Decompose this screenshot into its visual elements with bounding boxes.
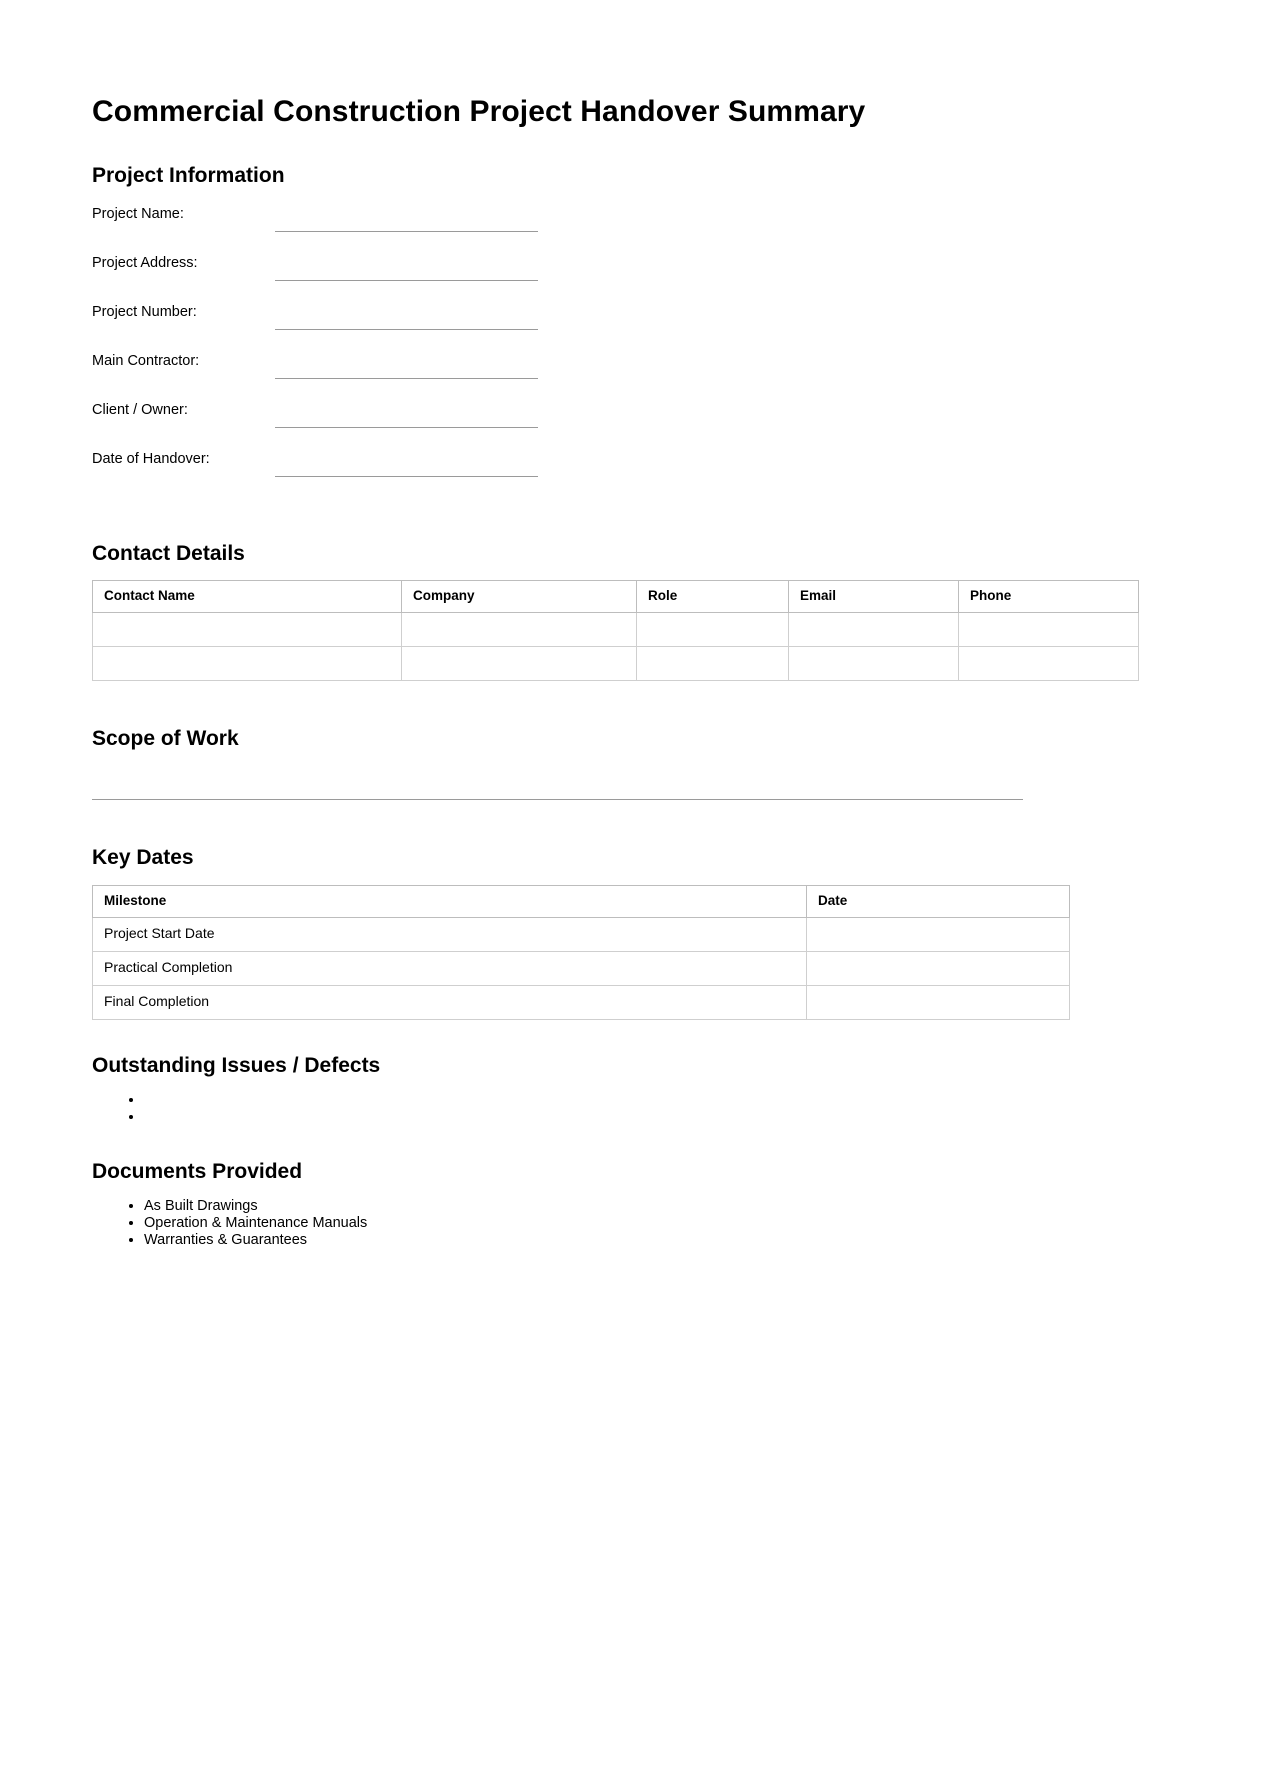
- section-heading-contact-details: Contact Details: [92, 542, 245, 566]
- scope-of-work-input[interactable]: [92, 765, 1023, 799]
- cell-date-final-completion[interactable]: [807, 985, 1070, 1019]
- column-header-role: Role: [637, 581, 789, 613]
- table-row: [93, 951, 1070, 985]
- project-information-fields: [92, 202, 1023, 496]
- cell-company[interactable]: [402, 613, 637, 647]
- field-row-project-number: [92, 300, 1023, 349]
- field-label-project-name: Project Name:: [92, 206, 184, 223]
- cell-email[interactable]: [789, 647, 959, 681]
- field-row-project-address: [92, 251, 1023, 300]
- cell-phone[interactable]: [959, 613, 1139, 647]
- cell-phone[interactable]: [959, 647, 1139, 681]
- column-header-email: Email: [789, 581, 959, 613]
- field-label-project-address: Project Address:: [92, 255, 198, 272]
- field-label-date-of-handover: Date of Handover:: [92, 451, 210, 468]
- section-heading-documents-provided: Documents Provided: [92, 1159, 303, 1183]
- field-input-project-number[interactable]: [275, 329, 538, 330]
- column-header-date: Date: [807, 885, 1070, 917]
- field-label-main-contractor: Main Contractor:: [92, 353, 200, 370]
- list-item[interactable]: • Warranties & Guarantees: [144, 1232, 1023, 1249]
- table-header-row: [93, 581, 1139, 613]
- field-row-date-of-handover: [92, 447, 1023, 496]
- cell-milestone-project-start-date: Project Start Date: [93, 917, 807, 951]
- spacer: [92, 1020, 1023, 1054]
- section-heading-key-dates: Key Dates: [92, 846, 194, 870]
- list-item[interactable]: • As Built Drawings: [144, 1198, 1023, 1215]
- spacer: [92, 800, 1023, 846]
- cell-milestone-final-completion: Final Completion: [93, 985, 807, 1019]
- spacer: [92, 1126, 1023, 1160]
- list-item[interactable]: [144, 1109, 1023, 1126]
- list-item[interactable]: [144, 1092, 1023, 1109]
- table-row: [93, 613, 1139, 647]
- cell-email[interactable]: [789, 613, 959, 647]
- field-input-client-owner[interactable]: [275, 427, 538, 428]
- column-header-milestone: Milestone: [93, 885, 807, 917]
- cell-company[interactable]: [402, 647, 637, 681]
- scope-of-work-block: [92, 765, 1023, 800]
- document-content: [92, 95, 1023, 1249]
- table-row: [93, 647, 1139, 681]
- field-input-date-of-handover[interactable]: [275, 476, 538, 477]
- cell-date-practical-completion[interactable]: [807, 951, 1070, 985]
- field-input-project-address[interactable]: [275, 280, 538, 281]
- key-dates-table: [92, 885, 1070, 1020]
- cell-contact-name[interactable]: [93, 613, 402, 647]
- contact-details-table: [92, 580, 1139, 681]
- column-header-contact-name: Contact Name: [93, 581, 402, 613]
- field-input-project-name[interactable]: [275, 231, 538, 232]
- cell-date-project-start-date[interactable]: [807, 917, 1070, 951]
- field-row-main-contractor: [92, 349, 1023, 398]
- section-heading-scope-of-work: Scope of Work: [92, 727, 239, 751]
- cell-role[interactable]: [637, 613, 789, 647]
- key-dates-table-head: [93, 885, 1070, 917]
- table-row: [93, 917, 1070, 951]
- table-header-row: [93, 885, 1070, 917]
- cell-milestone-practical-completion: Practical Completion: [93, 951, 807, 985]
- column-header-company: Company: [402, 581, 637, 613]
- field-label-client-owner: Client / Owner:: [92, 402, 188, 419]
- contact-details-table-head: [93, 581, 1139, 613]
- key-dates-table-body: [93, 917, 1070, 1019]
- spacer: [92, 681, 1023, 727]
- cell-contact-name[interactable]: [93, 647, 402, 681]
- spacer: [92, 496, 1023, 542]
- field-row-client-owner: [92, 398, 1023, 447]
- outstanding-issues-list: [92, 1092, 1023, 1126]
- contact-details-table-body: [93, 613, 1139, 681]
- section-heading-outstanding-issues: Outstanding Issues / Defects: [92, 1053, 381, 1077]
- list-item[interactable]: • Operation & Maintenance Manuals: [144, 1215, 1023, 1232]
- column-header-phone: Phone: [959, 581, 1139, 613]
- field-label-project-number: Project Number:: [92, 304, 197, 321]
- page-title: Commercial Construction Project Handover Summary: [92, 95, 866, 128]
- documents-provided-list: [92, 1198, 1023, 1249]
- section-heading-project-information: Project Information: [92, 164, 285, 187]
- field-row-project-name: [92, 202, 1023, 251]
- field-input-main-contractor[interactable]: [275, 378, 538, 379]
- cell-role[interactable]: [637, 647, 789, 681]
- table-row: [93, 985, 1070, 1019]
